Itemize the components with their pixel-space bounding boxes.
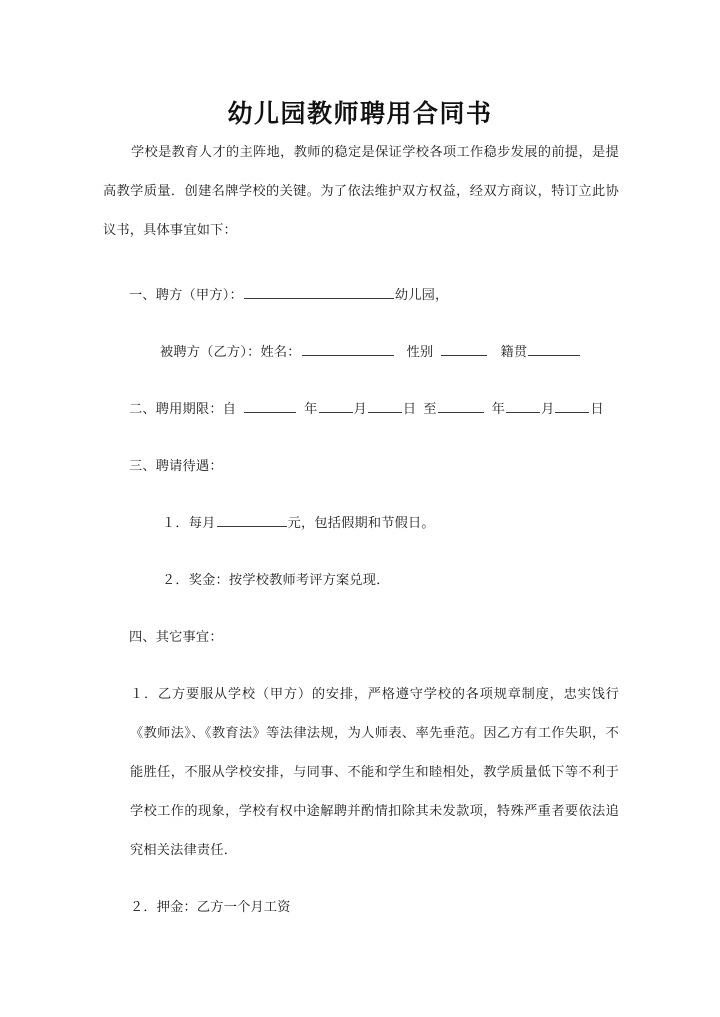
end-day-unit: 日: [590, 402, 604, 417]
spacer: [103, 600, 619, 618]
section-four-item-2: ２．押金：乙方一个月工资: [130, 900, 291, 915]
end-year-unit: 年: [491, 402, 506, 417]
section-three-item-2: ２．奖金：按学校教师考评方案兑现．: [162, 573, 390, 588]
section-four-item-1: １．乙方要服从学校（甲方）的安排，严格遵守学校的各项规章制度，忠实饯行《教师法》、《教育法》等法律法规，为人师表、率先垂范。因乙方有工作失职，不能胜任，不服从学校安排，与同事、不能和学生和睦相处，教学质量低下等不利于学校工作的现象，学校有权中途解聘并酌情扣除其未发款项，特殊严重者要依法追究相关法律责任．: [130, 687, 619, 858]
start-month-unit: 月: [353, 402, 367, 417]
period-to-label: 至: [423, 402, 437, 417]
spacer: [103, 315, 619, 333]
employee-name-label: 被聘方（乙方）：姓名：: [160, 345, 301, 360]
end-day-blank[interactable]: [555, 398, 589, 413]
section-one-heading: [103, 276, 619, 315]
document-body: [103, 133, 619, 927]
monthly-salary-blank[interactable]: [217, 512, 287, 527]
spacer: [103, 429, 619, 447]
spacer: [103, 250, 619, 276]
spacer: [103, 543, 619, 561]
section-one-suffix: 幼儿园，: [394, 288, 449, 303]
spacer: [103, 870, 619, 888]
start-year-blank[interactable]: [244, 398, 296, 413]
section-four-heading: 四、其它事宜：: [129, 630, 223, 645]
employee-gender-label: 性别: [406, 345, 434, 360]
section-two-label: 二、聘用期限：自: [129, 402, 237, 417]
end-month-blank[interactable]: [506, 398, 540, 413]
start-year-unit: 年: [304, 402, 318, 417]
spacer: [103, 372, 619, 390]
employee-info-line: [103, 333, 619, 372]
section-three-heading: 三、聘请待遇：: [129, 459, 223, 474]
employer-name-blank[interactable]: [244, 284, 394, 299]
employee-gender-blank[interactable]: [441, 341, 487, 356]
spacer: [103, 657, 619, 675]
spacer: [103, 486, 619, 504]
monthly-salary-suffix: 元，包括假期和节假日。: [287, 516, 435, 531]
section-three-item-1: [103, 504, 619, 543]
section-one-label: 一、聘方（甲方）：: [129, 288, 243, 303]
end-year-blank[interactable]: [438, 398, 484, 413]
start-day-unit: 日: [402, 402, 417, 417]
monthly-salary-prefix: １．每月: [162, 516, 216, 531]
intro-paragraph: 学校是教育人才的主阵地，教师的稳定是保证学校各项工作稳步发展的前提，是提高教学质量．创建名牌学校的关键。为了依法维护双方权益，经双方商议，特订立此协议书，具体事宜如下：: [103, 145, 619, 238]
page-title: 幼儿园教师聘用合同书: [227, 98, 493, 128]
employee-name-blank[interactable]: [302, 341, 394, 356]
end-month-unit: 月: [541, 402, 555, 417]
employee-origin-blank[interactable]: [528, 341, 580, 356]
employee-origin-label: 籍贯: [500, 345, 528, 360]
start-month-blank[interactable]: [319, 398, 353, 413]
start-day-blank[interactable]: [368, 398, 402, 413]
section-two-heading: [103, 390, 619, 429]
